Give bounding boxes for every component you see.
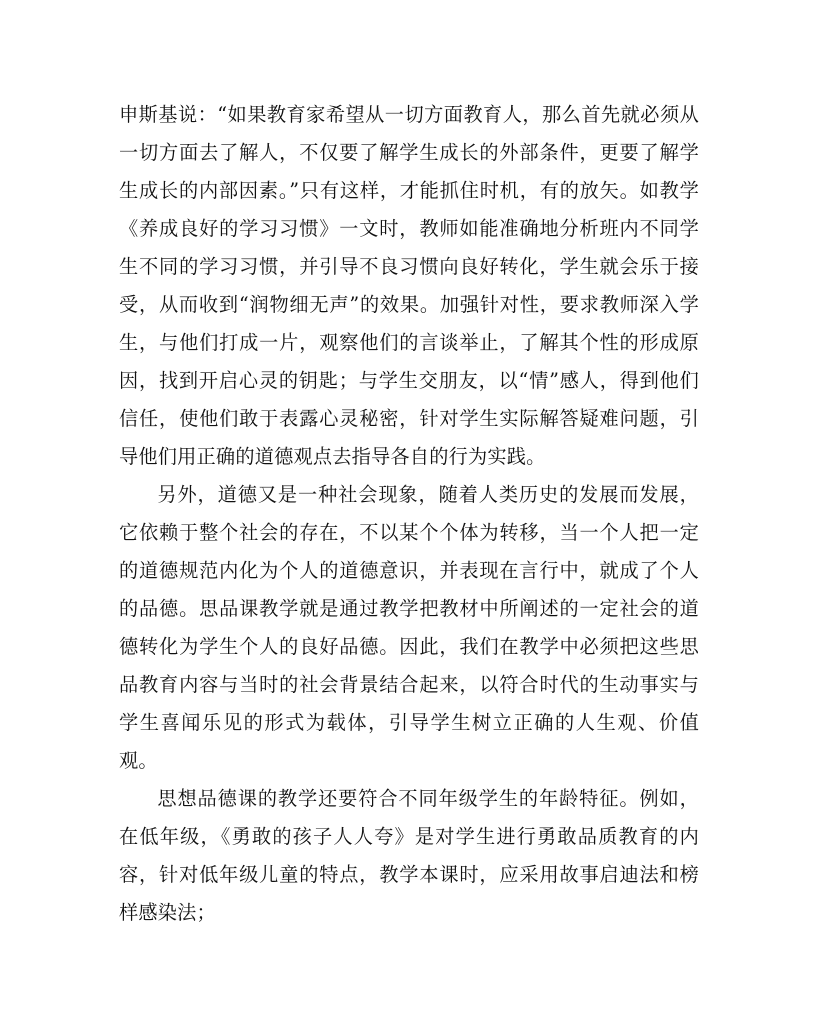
paragraph-3: 思想品德课的教学还要符合不同年级学生的年龄特征。例如，在低年级，《勇敢的孩子人人夸》是对学生进行勇敢品质教育的内容，针对低年级儿童的特点，教学本课时，应采用故事启迪法和榜样感染法；	[119, 787, 699, 924]
paragraph-1: 申斯基说：“如果教育家希望从一切方面教育人，那么首先就必须从一切方面去了解人，不仅要了解学生成长的外部条件，更要了解学生成长的内部因素。”只有这样，才能抓住时机，有的放矢。如教学《养成良好的学习习惯》一文时，教师如能准确地分析班内不同学生不同的学习习惯，并引导不良习惯向良好转化，学生就会乐于接受，从而收到“润物细无声”的效果。加强针对性，要求教师深入学生，与他们打成一片，观察他们的言谈举止，了解其个性的形成原因，找到开启心灵的钥匙；与学生交朋友，以“情”感人，得到他们信任，使他们敢于表露心灵秘密，针对学生实际解答疑难问题，引导他们用正确的道德观点去指导各自的行为实践。	[119, 103, 699, 468]
document-body	[119, 96, 699, 932]
paragraph-2: 另外，道德又是一种社会现象，随着人类历史的发展而发展，它依赖于整个社会的存在，不以某个个体为转移，当一个人把一定的道德规范内化为个人的道德意识，并表现在言行中，就成了个人的品德。思品课教学就是通过教学把教材中所阐述的一定社会的道德转化为学生个人的良好品德。因此，我们在教学中必须把这些思品教育内容与当时的社会背景结合起来，以符合时代的生动事实与学生喜闻乐见的形式为载体，引导学生树立正确的人生观、价值观。	[119, 483, 699, 772]
